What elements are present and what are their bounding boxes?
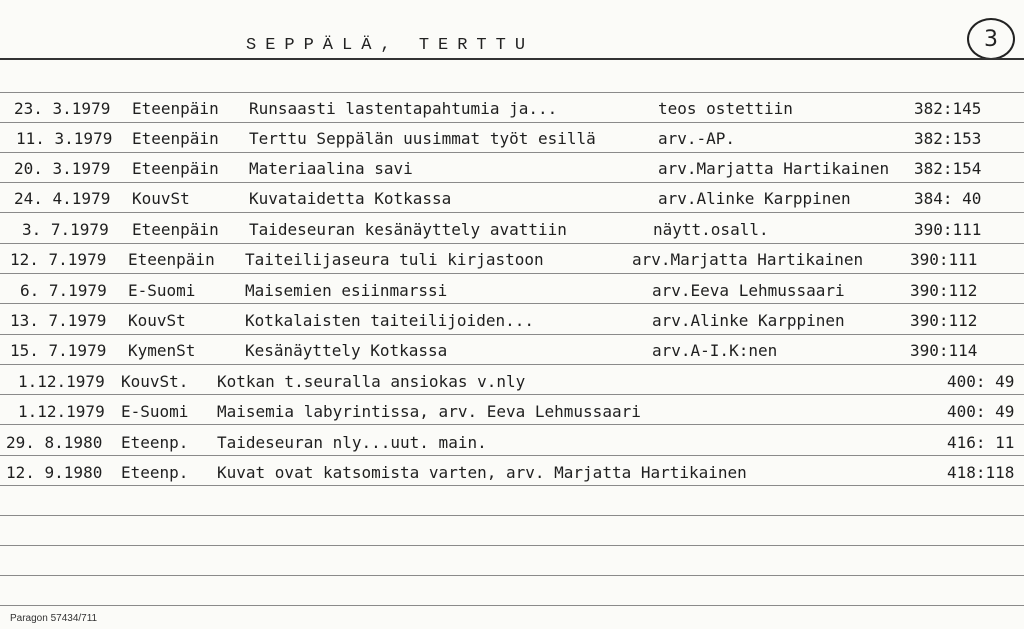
entry-note: näytt.osall. bbox=[653, 220, 769, 239]
list-item bbox=[0, 366, 1024, 396]
entry-ref: 384: 40 bbox=[914, 189, 982, 208]
entry-source: Eteenpäin bbox=[132, 99, 219, 118]
list-item bbox=[0, 305, 1024, 335]
entry-ref: 390:112 bbox=[910, 311, 978, 330]
entry-source: KouvSt. bbox=[121, 372, 189, 391]
entry-date: 11. 3.1979 bbox=[16, 129, 113, 148]
entry-date: 13. 7.1979 bbox=[10, 311, 107, 330]
list-item bbox=[0, 396, 1024, 426]
entry-ref: 382:153 bbox=[914, 129, 982, 148]
entry-source: KouvSt bbox=[132, 189, 190, 208]
entry-source: Eteenpäin bbox=[132, 220, 219, 239]
entry-ref: 382:145 bbox=[914, 99, 982, 118]
entry-date: 1.12.1979 bbox=[18, 372, 105, 391]
entry-date: 3. 7.1979 bbox=[22, 220, 109, 239]
entry-ref: 416: 11 bbox=[947, 433, 1015, 452]
entry-title: Terttu Seppälän uusimmat työt esillä bbox=[249, 129, 596, 148]
entry-source: KouvSt bbox=[128, 311, 186, 330]
ruled-line bbox=[0, 545, 1024, 546]
entry-ref: 400: 49 bbox=[947, 372, 1015, 391]
entry-ref: 400: 49 bbox=[947, 402, 1015, 421]
entry-note: arv.-AP. bbox=[658, 129, 736, 148]
list-item bbox=[0, 275, 1024, 305]
entry-source: E-Suomi bbox=[121, 402, 189, 421]
entry-ref: 390:111 bbox=[910, 250, 978, 269]
entry-ref: 390:111 bbox=[914, 220, 982, 239]
entry-date: 1.12.1979 bbox=[18, 402, 105, 421]
list-item bbox=[0, 427, 1024, 457]
entry-title: Taideseuran kesänäyttely avattiin bbox=[249, 220, 567, 239]
ruled-line bbox=[0, 515, 1024, 516]
card-title: SEPPÄLÄ, TERTTU bbox=[246, 36, 535, 55]
entry-title: Kotkalaisten taiteilijoiden... bbox=[245, 311, 534, 330]
entry-date: 6. 7.1979 bbox=[20, 281, 107, 300]
printer-mark: Paragon 57434/711 bbox=[10, 613, 98, 624]
entry-ref: 382:154 bbox=[914, 159, 982, 178]
entry-ref: 418:118 bbox=[947, 463, 1015, 482]
list-item bbox=[0, 93, 1024, 123]
list-item bbox=[0, 153, 1024, 183]
entry-note: arv.Alinke Karppinen bbox=[652, 311, 845, 330]
entry-title: Taideseuran nly...uut. main. bbox=[217, 433, 487, 452]
title-rule bbox=[0, 58, 1024, 60]
entry-date: 20. 3.1979 bbox=[14, 159, 111, 178]
ruled-line bbox=[0, 575, 1024, 576]
page-number: 3 bbox=[984, 26, 998, 52]
entry-note: arv.Eeva Lehmussaari bbox=[652, 281, 845, 300]
page-number-circle bbox=[967, 18, 1015, 60]
entry-title: Maisemien esiinmarssi bbox=[245, 281, 448, 300]
entry-ref: 390:112 bbox=[910, 281, 978, 300]
entry-note: arv.A-I.K:nen bbox=[652, 341, 778, 360]
list-item bbox=[0, 457, 1024, 487]
entry-title: Materiaalina savi bbox=[249, 159, 413, 178]
entry-title: Kotkan t.seuralla ansiokas v.nly bbox=[217, 372, 526, 391]
entry-date: 29. 8.1980 bbox=[6, 433, 103, 452]
list-item bbox=[0, 244, 1024, 274]
list-item bbox=[0, 123, 1024, 153]
entry-date: 12. 7.1979 bbox=[10, 250, 107, 269]
entry-title: Kesänäyttely Kotkassa bbox=[245, 341, 448, 360]
entry-title: Kuvat ovat katsomista varten, arv. Marjatta Hartikainen bbox=[217, 463, 747, 482]
entry-title: Maisemia labyrintissa, arv. Eeva Lehmussaari bbox=[217, 402, 641, 421]
entry-title: Kuvataidetta Kotkassa bbox=[249, 189, 452, 208]
entry-date: 15. 7.1979 bbox=[10, 341, 107, 360]
entry-note: teos ostettiin bbox=[658, 99, 793, 118]
list-item bbox=[0, 335, 1024, 365]
entry-date: 12. 9.1980 bbox=[6, 463, 103, 482]
entry-title: Runsaasti lastentapahtumia ja... bbox=[249, 99, 558, 118]
entry-source: Eteenp. bbox=[121, 463, 189, 482]
entry-source: E-Suomi bbox=[128, 281, 196, 300]
list-item bbox=[0, 214, 1024, 244]
entry-source: Eteenp. bbox=[121, 433, 189, 452]
entry-date: 23. 3.1979 bbox=[14, 99, 111, 118]
entry-title: Taiteilijaseura tuli kirjastoon bbox=[245, 250, 544, 269]
entry-source: Eteenpäin bbox=[132, 159, 219, 178]
entry-date: 24. 4.1979 bbox=[14, 189, 111, 208]
entry-source: Eteenpäin bbox=[128, 250, 215, 269]
entry-note: arv.Alinke Karppinen bbox=[658, 189, 851, 208]
entry-source: KymenSt bbox=[128, 341, 196, 360]
list-item bbox=[0, 183, 1024, 213]
entry-note: arv.Marjatta Hartikainen bbox=[632, 250, 864, 269]
entry-source: Eteenpäin bbox=[132, 129, 219, 148]
entry-ref: 390:114 bbox=[910, 341, 978, 360]
entry-note: arv.Marjatta Hartikainen bbox=[658, 159, 890, 178]
ruled-line bbox=[0, 605, 1024, 606]
